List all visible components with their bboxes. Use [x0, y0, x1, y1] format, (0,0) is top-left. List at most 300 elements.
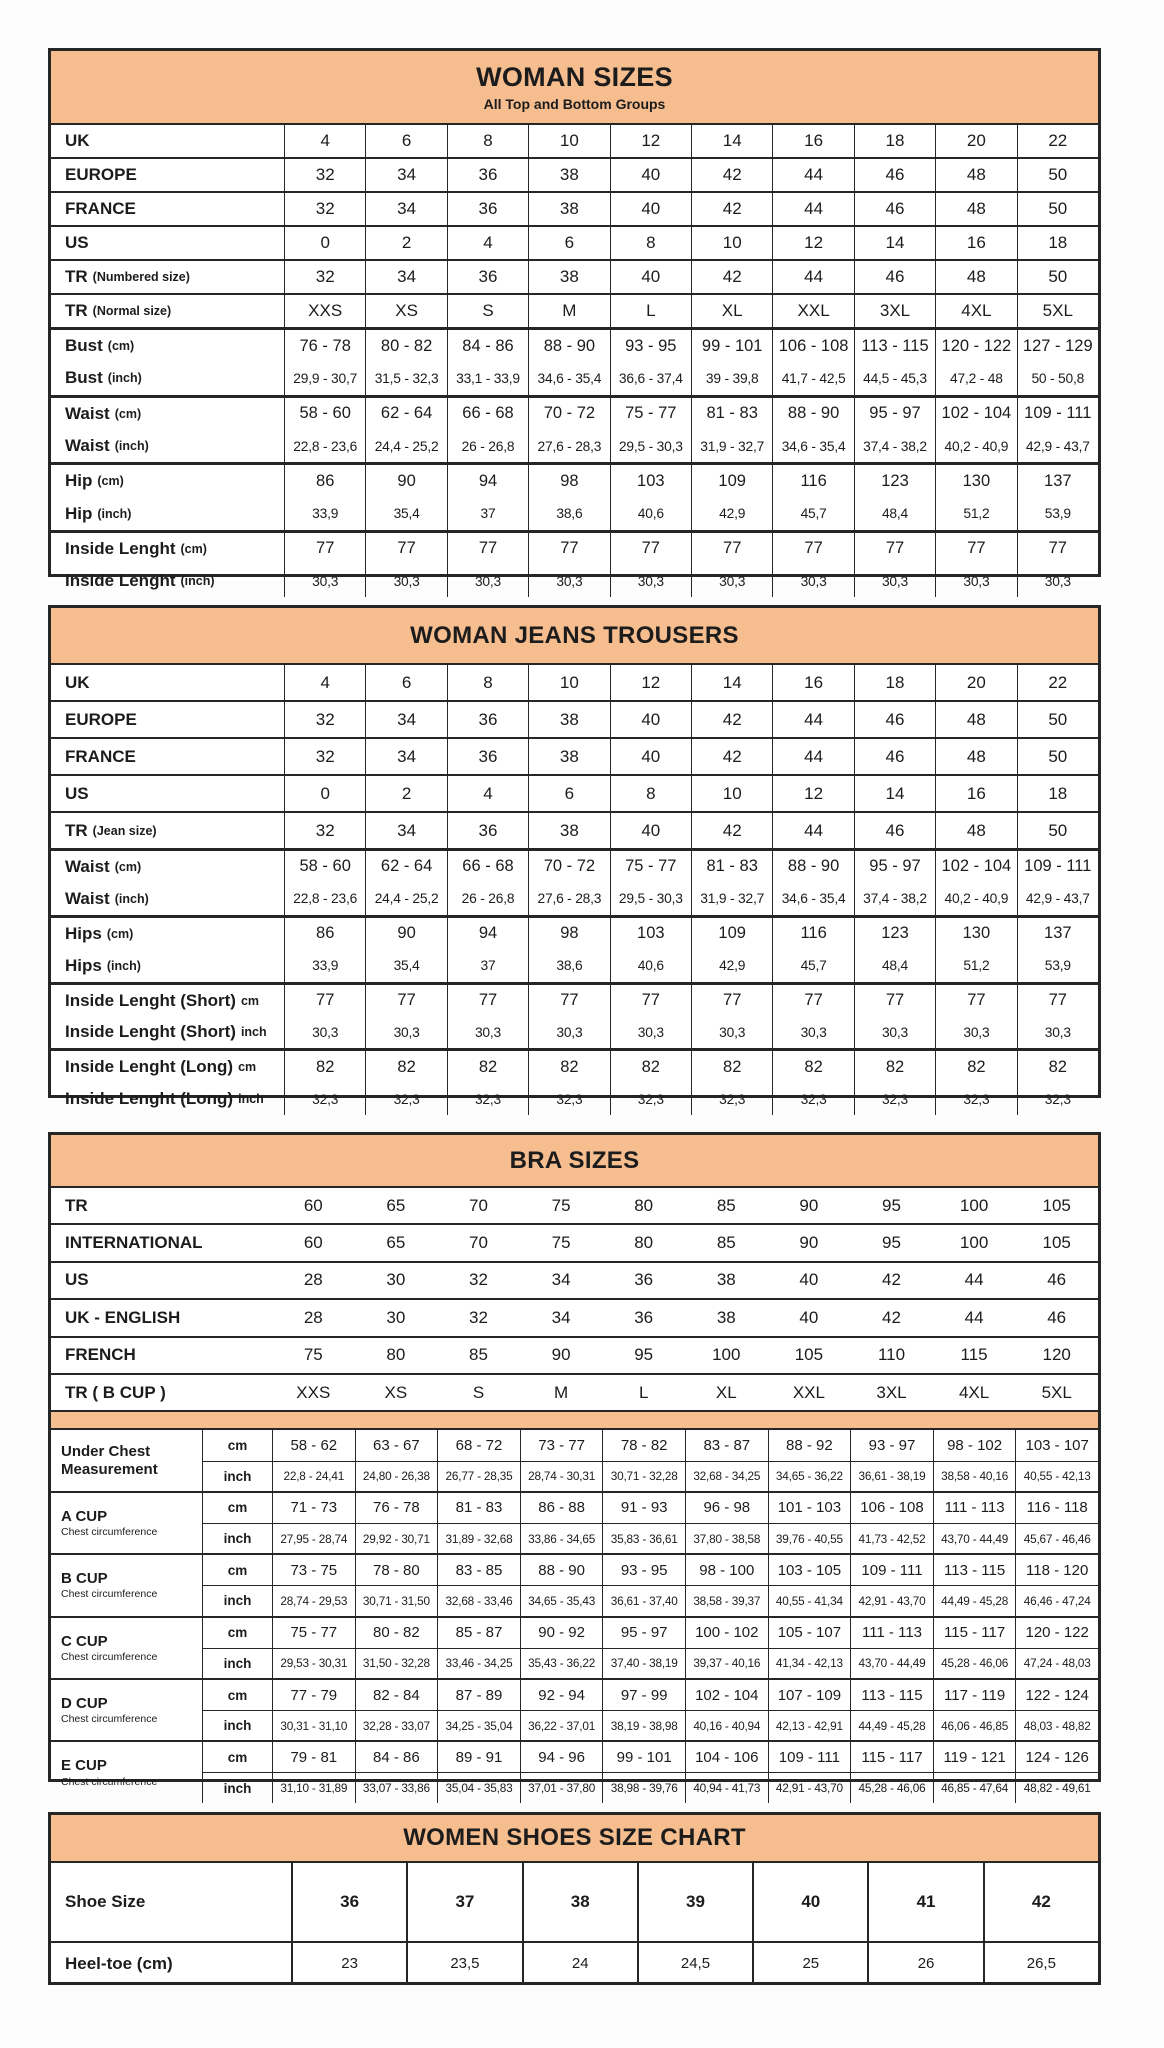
jeans-trousers-header: [51, 608, 1098, 665]
shoe-value-cell: 24,5: [637, 1943, 752, 1984]
size-value-cell: 48: [935, 813, 1016, 848]
measurement-value-cell: 90: [365, 918, 446, 950]
size-value-cell: 22: [1017, 125, 1098, 157]
cup-value-cell: 41,73 - 42,52: [850, 1523, 933, 1553]
cup-value-cell: 34,65 - 35,43: [520, 1585, 603, 1615]
cup-value-cell: 83 - 85: [437, 1555, 520, 1585]
measurement-group: [51, 1048, 1098, 1115]
cup-value-cell: 42,13 - 42,91: [768, 1710, 851, 1740]
cup-value-cell: 81 - 83: [437, 1493, 520, 1523]
size-value-cell: 14: [854, 227, 935, 259]
row-label: [51, 1051, 284, 1083]
cup-label-text: B CUP: [61, 1570, 108, 1588]
cup-label-text: E CUP: [61, 1757, 107, 1775]
cup-group: [51, 1491, 1098, 1553]
bra-size-cell: 105: [1042, 1195, 1071, 1215]
bra-size-cell: 5XL: [1041, 1382, 1072, 1402]
unit-cell: cm: [202, 1555, 272, 1585]
size-value-cell: 16: [772, 125, 853, 157]
measurement-value-cell: 42,9 - 43,7: [1017, 430, 1098, 462]
cup-label-sub: Chest circumference: [61, 1526, 158, 1539]
cup-value-cell: 93 - 97: [850, 1430, 933, 1460]
measurement-value-cell: 37,4 - 38,2: [854, 430, 935, 462]
shoe-value-cell: 42: [983, 1863, 1098, 1941]
row-label: [51, 918, 284, 950]
cup-value-cell: 34,25 - 35,04: [437, 1710, 520, 1740]
measurement-value-cell: 77: [610, 985, 691, 1017]
bra-size-cell: 105: [1042, 1233, 1071, 1253]
unit-cell: inch: [202, 1523, 272, 1553]
bra-sizes-header: [51, 1135, 1098, 1188]
cup-value-cell: 98 - 100: [685, 1555, 768, 1585]
measurement-value-cell: 77: [1017, 985, 1098, 1017]
shoe-value-cell: 37: [406, 1863, 521, 1941]
measurement-value-cell: 82: [365, 1051, 446, 1083]
size-value-cell: 38: [528, 813, 609, 848]
size-value-cell: 2: [365, 776, 446, 811]
measurement-value-cell: 130: [935, 918, 1016, 950]
measurement-value-cell: 37,4 - 38,2: [854, 883, 935, 915]
cup-value-cell: 31,10 - 31,89: [272, 1772, 355, 1802]
size-value-cell: 16: [772, 665, 853, 700]
measurement-group: [51, 462, 1098, 530]
row-label-text: TR ( B CUP ): [65, 1382, 166, 1402]
bra-sizes-table: [48, 1132, 1101, 1796]
measurement-value-cell: 32,3: [610, 1083, 691, 1115]
bra-size-cell: 90: [799, 1195, 819, 1215]
row-label: [51, 533, 284, 565]
measurement-value-cell: 82: [447, 1051, 528, 1083]
row-label-text: Shoe Size: [65, 1892, 146, 1911]
row-label-text: FRANCE: [65, 746, 136, 766]
measurement-value-cell: 30,3: [1017, 565, 1098, 597]
measurement-value-cell: 30,3: [365, 1016, 446, 1048]
measurement-value-cell: 109: [691, 465, 772, 497]
cup-value-cell: 83 - 87: [685, 1430, 768, 1460]
measurement-value-cell: 102 - 104: [935, 398, 1016, 430]
bra-sizes-title: BRA SIZES: [509, 1146, 640, 1174]
cup-value-cell: 117 - 119: [933, 1680, 1016, 1710]
row-label: [51, 330, 284, 362]
measurement-value-cell: 51,2: [935, 497, 1016, 529]
cup-value-cell: 84 - 86: [355, 1742, 438, 1772]
cup-value-cell: 77 - 79: [272, 1680, 355, 1710]
measurement-value-cell: 66 - 68: [447, 398, 528, 430]
measurement-value-cell: 94: [447, 918, 528, 950]
size-value-cell: 50: [1017, 813, 1098, 848]
cup-value-cell: 122 - 124: [1015, 1680, 1098, 1710]
measurement-value-cell: 35,4: [365, 950, 446, 982]
cup-value-cell: 97 - 99: [602, 1680, 685, 1710]
row-label: [51, 465, 284, 497]
measurement-value-cell: 77: [284, 985, 365, 1017]
size-value-cell: 42: [691, 193, 772, 225]
size-value-cell: 50: [1017, 739, 1098, 774]
row-label: [51, 776, 284, 811]
measurement-group: [51, 395, 1098, 463]
cup-value-cell: 80 - 82: [355, 1618, 438, 1648]
woman-sizes-header: [51, 51, 1098, 125]
row-label-text: TR: [65, 1195, 88, 1215]
row-label-note: (cm): [97, 474, 124, 489]
size-conversion-row: [51, 700, 1098, 737]
unit-cell: cm: [202, 1742, 272, 1772]
row-label-note: (cm): [114, 859, 142, 874]
size-value-cell: 3XL: [854, 295, 935, 327]
measurement-value-cell: 50 - 50,8: [1017, 362, 1098, 394]
bra-size-cell: 85: [716, 1195, 736, 1215]
bra-size-cell: M: [554, 1382, 569, 1402]
size-value-cell: 50: [1017, 159, 1098, 191]
cup-value-cell: 96 - 98: [685, 1493, 768, 1523]
bra-size-cell: 28: [303, 1307, 323, 1327]
cup-value-cell: 85 - 87: [437, 1618, 520, 1648]
woman-sizes-title: WOMAN SIZES: [476, 62, 673, 92]
measurement-value-cell: 123: [854, 918, 935, 950]
cup-value-cell: 103 - 107: [1015, 1430, 1098, 1460]
cup-value-cell: 41,34 - 42,13: [768, 1648, 851, 1678]
measurement-value-cell: 22,8 - 23,6: [284, 430, 365, 462]
measurement-value-cell: 41,7 - 42,5: [772, 362, 853, 394]
bra-size-cell: 70: [469, 1195, 488, 1215]
measurement-value-cell: 30,3: [528, 565, 609, 597]
cup-value-cell: 113 - 115: [850, 1680, 933, 1710]
cup-value-cell: 28,74 - 29,53: [272, 1585, 355, 1615]
size-value-cell: 4XL: [935, 295, 1016, 327]
cup-row-label: [51, 1493, 202, 1553]
measurement-value-cell: 98: [528, 465, 609, 497]
bra-size-cell: XXL: [792, 1382, 825, 1402]
shoe-size-row: [51, 1863, 1098, 1941]
cup-row-label: [51, 1618, 202, 1678]
row-label: [51, 1083, 284, 1115]
bra-size-cell: 44: [964, 1307, 984, 1327]
size-value-cell: 46: [854, 702, 935, 737]
measurement-value-cell: 32,3: [935, 1083, 1016, 1115]
bra-size-cell: 80: [634, 1195, 654, 1215]
row-label-text: US: [65, 1270, 89, 1290]
cup-value-cell: 34,65 - 36,22: [768, 1461, 851, 1491]
measurement-value-cell: 93 - 95: [610, 330, 691, 362]
bra-size-cell: 75: [551, 1195, 571, 1215]
measurement-value-cell: 29,9 - 30,7: [284, 362, 365, 394]
bra-size-cell: 3XL: [876, 1382, 907, 1402]
cup-value-cell: 36,22 - 37,01: [520, 1710, 603, 1740]
unit-cell: cm: [202, 1493, 272, 1523]
row-label-text: Waist: [65, 436, 110, 456]
cup-row-label: [51, 1555, 202, 1615]
cup-value-cell: 120 - 122: [1015, 1618, 1098, 1648]
size-value-cell: 16: [935, 227, 1016, 259]
cup-value-cell: 78 - 80: [355, 1555, 438, 1585]
bra-size-cell: 115: [960, 1345, 988, 1365]
row-label: [51, 813, 284, 848]
bra-conversion-row: [51, 1373, 1098, 1410]
cup-value-cell: 32,68 - 34,25: [685, 1461, 768, 1491]
row-label: [51, 1338, 272, 1373]
shoe-value-cell: 38: [522, 1863, 637, 1941]
shoe-size-row: [51, 1941, 1098, 1984]
measurement-value-cell: 30,3: [935, 565, 1016, 597]
row-label-note: (Normal size): [92, 304, 172, 318]
bra-cup-body: [51, 1430, 1098, 1802]
bra-conversion-row: [51, 1336, 1098, 1373]
cup-value-cell: 105 - 107: [768, 1618, 851, 1648]
bra-size-cell: L: [638, 1382, 649, 1402]
measurement-value-cell: 40,2 - 40,9: [935, 430, 1016, 462]
measurement-value-cell: 53,9: [1017, 950, 1098, 982]
row-label: [51, 1300, 272, 1335]
size-value-cell: 44: [772, 702, 853, 737]
cup-value-cell: 88 - 92: [768, 1430, 851, 1460]
measurement-value-cell: 58 - 60: [284, 398, 365, 430]
measurement-value-cell: 123: [854, 465, 935, 497]
bra-size-cell: 75: [303, 1345, 323, 1365]
measurement-value-cell: 29,5 - 30,3: [610, 883, 691, 915]
bra-conversion-row: [51, 1261, 1098, 1298]
row-label: [51, 261, 284, 293]
shoe-value-cell: 36: [291, 1863, 406, 1941]
cup-value-cell: 111 - 113: [850, 1618, 933, 1648]
size-value-cell: 14: [691, 665, 772, 700]
bra-conversion-body: [51, 1188, 1098, 1410]
row-label-text: Hip: [65, 471, 93, 491]
cup-value-cell: 45,28 - 46,06: [850, 1772, 933, 1802]
measurement-value-cell: 33,1 - 33,9: [447, 362, 528, 394]
size-value-cell: 34: [365, 702, 446, 737]
row-label-text: Bust: [65, 368, 103, 388]
size-value-cell: L: [610, 295, 691, 327]
measurement-value-cell: 137: [1017, 918, 1098, 950]
size-value-cell: 4: [284, 665, 365, 700]
size-value-cell: 42: [691, 159, 772, 191]
size-conversion-row: [51, 811, 1098, 848]
bra-size-cell: 90: [799, 1233, 819, 1253]
bra-size-cell: S: [472, 1382, 485, 1402]
cup-label-sub: Chest circumference: [61, 1650, 158, 1663]
cup-row-label: [51, 1430, 202, 1490]
cup-group: [51, 1740, 1098, 1802]
size-conversion-row: [51, 259, 1098, 293]
cup-value-cell: 116 - 118: [1015, 1493, 1098, 1523]
measurement-value-cell: 34,6 - 35,4: [772, 430, 853, 462]
cup-value-cell: 88 - 90: [520, 1555, 603, 1585]
cup-value-cell: 109 - 111: [768, 1742, 851, 1772]
measurement-value-cell: 77: [1017, 533, 1098, 565]
cup-value-cell: 29,92 - 30,71: [355, 1523, 438, 1553]
size-value-cell: 38: [528, 702, 609, 737]
row-label-text: FRENCH: [65, 1345, 136, 1365]
bra-size-cell: 34: [551, 1307, 571, 1327]
bra-size-cell: 46: [1047, 1270, 1067, 1290]
measurement-value-cell: 77: [854, 985, 935, 1017]
row-label: [51, 1263, 272, 1298]
measurement-value-cell: 42,9: [691, 950, 772, 982]
size-value-cell: 32: [284, 739, 365, 774]
cup-value-cell: 75 - 77: [272, 1618, 355, 1648]
measurement-value-cell: 30,3: [610, 1016, 691, 1048]
cup-value-cell: 95 - 97: [602, 1618, 685, 1648]
row-label-text: Hips: [65, 955, 102, 975]
jeans-trousers-table: [48, 605, 1101, 1109]
measurement-value-cell: 51,2: [935, 950, 1016, 982]
bra-size-cell: 30: [386, 1270, 406, 1290]
row-label-note: cm: [240, 993, 260, 1008]
unit-cell: inch: [202, 1461, 272, 1491]
size-value-cell: 6: [365, 665, 446, 700]
measurement-value-cell: 77: [528, 985, 609, 1017]
row-label-text: Waist: [65, 888, 110, 908]
measurement-value-cell: 30,3: [610, 565, 691, 597]
shoe-value-cell: 40: [752, 1863, 867, 1941]
size-value-cell: 14: [691, 125, 772, 157]
measurement-value-cell: 98: [528, 918, 609, 950]
row-label: [51, 227, 284, 259]
row-label-text: Waist: [65, 403, 110, 423]
size-value-cell: 36: [447, 702, 528, 737]
row-label-note: (cm): [106, 926, 134, 941]
size-conversion-row: [51, 191, 1098, 225]
cup-value-cell: 30,71 - 31,50: [355, 1585, 438, 1615]
bra-size-cell: 65: [386, 1195, 406, 1215]
measurement-value-cell: 62 - 64: [365, 851, 446, 883]
cup-label-text: D CUP: [61, 1694, 108, 1712]
cup-value-cell: 33,46 - 34,25: [437, 1648, 520, 1678]
cup-label-sub: Chest circumference: [61, 1775, 158, 1788]
measurement-value-cell: 81 - 83: [691, 851, 772, 883]
measurement-value-cell: 77: [447, 985, 528, 1017]
row-label-text: Inside Lenght (Long): [65, 1057, 234, 1077]
size-conversion-row: [51, 737, 1098, 774]
size-value-cell: 8: [447, 665, 528, 700]
cup-value-cell: 101 - 103: [768, 1493, 851, 1523]
row-label-note: (inch): [106, 958, 141, 973]
row-label: [51, 497, 284, 529]
row-label: [51, 665, 284, 700]
shoes-size-header: [51, 1815, 1098, 1863]
cup-value-cell: 93 - 95: [602, 1555, 685, 1585]
size-value-cell: 34: [365, 193, 446, 225]
measurement-value-cell: 33,9: [284, 497, 365, 529]
size-value-cell: 50: [1017, 261, 1098, 293]
cup-value-cell: 86 - 88: [520, 1493, 603, 1523]
cup-value-cell: 115 - 117: [850, 1742, 933, 1772]
cup-value-cell: 38,19 - 38,98: [602, 1710, 685, 1740]
bra-size-cell: 42: [882, 1307, 901, 1327]
cup-value-cell: 46,06 - 46,85: [933, 1710, 1016, 1740]
measurement-value-cell: 30,3: [854, 565, 935, 597]
measurement-value-cell: 130: [935, 465, 1016, 497]
size-value-cell: 36: [447, 739, 528, 774]
size-value-cell: 0: [284, 227, 365, 259]
row-label-text: INTERNATIONAL: [65, 1233, 203, 1253]
measurement-value-cell: 77: [772, 985, 853, 1017]
size-value-cell: 4: [447, 776, 528, 811]
size-conversion-row: [51, 665, 1098, 700]
row-label-note: (Jean size): [92, 823, 157, 838]
bra-conversion-row: [51, 1188, 1098, 1223]
cup-value-cell: 32,68 - 33,46: [437, 1585, 520, 1615]
size-value-cell: 48: [935, 702, 1016, 737]
size-value-cell: 36: [447, 193, 528, 225]
size-value-cell: 44: [772, 159, 853, 191]
size-value-cell: 32: [284, 702, 365, 737]
row-label: [51, 430, 284, 462]
row-label: [51, 1016, 284, 1048]
size-value-cell: 34: [365, 813, 446, 848]
size-value-cell: 22: [1017, 665, 1098, 700]
size-value-cell: XXL: [772, 295, 853, 327]
measurement-value-cell: 35,4: [365, 497, 446, 529]
size-value-cell: 8: [610, 776, 691, 811]
row-label-note: (inch): [97, 506, 132, 521]
row-label: [51, 1188, 272, 1223]
size-value-cell: 40: [610, 702, 691, 737]
measurement-group: [51, 530, 1098, 598]
measurement-value-cell: 30,3: [447, 1016, 528, 1048]
row-label-note: (inch): [114, 891, 149, 906]
bra-size-cell: 60: [303, 1195, 323, 1215]
measurement-value-cell: 53,9: [1017, 497, 1098, 529]
size-value-cell: 46: [854, 193, 935, 225]
size-value-cell: XS: [365, 295, 446, 327]
measurement-value-cell: 66 - 68: [447, 851, 528, 883]
cup-value-cell: 76 - 78: [355, 1493, 438, 1523]
cup-value-cell: 58 - 62: [272, 1430, 355, 1460]
measurement-value-cell: 77: [691, 533, 772, 565]
size-value-cell: 6: [365, 125, 446, 157]
measurement-value-cell: 109 - 111: [1017, 398, 1098, 430]
bra-size-cell: 38: [716, 1307, 736, 1327]
measurement-value-cell: 48,4: [854, 497, 935, 529]
bra-size-cell: 40: [799, 1270, 819, 1290]
cup-value-cell: 26,77 - 28,35: [437, 1461, 520, 1491]
woman-sizes-body: [51, 125, 1098, 597]
row-label-text: UK: [65, 672, 90, 692]
row-label-text: UK - ENGLISH: [65, 1307, 181, 1327]
bra-size-cell: 36: [634, 1307, 654, 1327]
size-value-cell: 38: [528, 193, 609, 225]
size-value-cell: 6: [528, 227, 609, 259]
measurement-value-cell: 120 - 122: [935, 330, 1016, 362]
row-label-note: (inch): [180, 574, 215, 589]
shoe-value-cell: 41: [867, 1863, 982, 1941]
measurement-value-cell: 88 - 90: [772, 851, 853, 883]
cup-value-cell: 106 - 108: [850, 1493, 933, 1523]
bra-size-cell: 95: [882, 1195, 901, 1215]
measurement-value-cell: 39 - 39,8: [691, 362, 772, 394]
measurement-value-cell: 38,6: [528, 950, 609, 982]
size-value-cell: 38: [528, 739, 609, 774]
measurement-value-cell: 24,4 - 25,2: [365, 430, 446, 462]
measurement-value-cell: 106 - 108: [772, 330, 853, 362]
measurement-value-cell: 40,2 - 40,9: [935, 883, 1016, 915]
size-value-cell: 42: [691, 261, 772, 293]
cup-group: [51, 1430, 1098, 1490]
row-label-text: TR: [65, 301, 88, 320]
size-value-cell: 34: [365, 159, 446, 191]
row-label-text: TR: [65, 267, 88, 286]
cup-value-cell: 48,03 - 48,82: [1015, 1710, 1098, 1740]
row-label: [51, 295, 284, 327]
measurement-value-cell: 30,3: [1017, 1016, 1098, 1048]
row-label-note: (cm): [107, 339, 135, 354]
bra-size-cell: 60: [303, 1233, 323, 1253]
bra-size-cell: 100: [959, 1195, 989, 1215]
row-label-text: Inside Lenght: [65, 571, 176, 591]
measurement-value-cell: 77: [284, 533, 365, 565]
size-value-cell: 20: [935, 665, 1016, 700]
